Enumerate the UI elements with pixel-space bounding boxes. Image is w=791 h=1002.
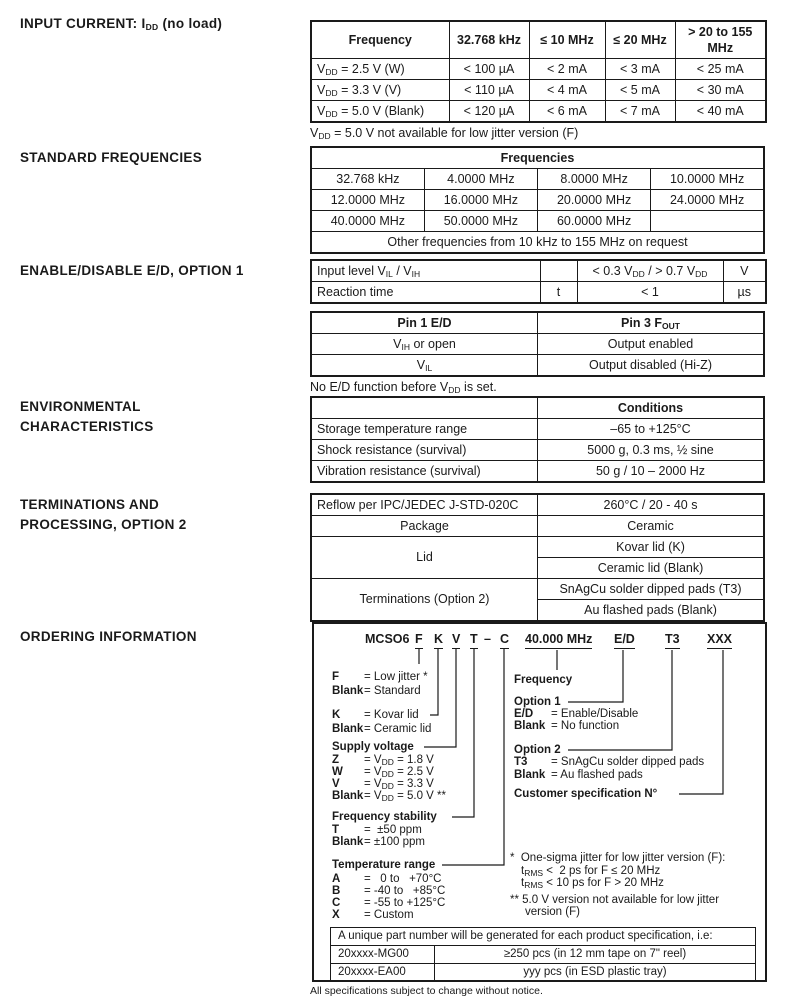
table-cell: 12.0000 MHz — [311, 190, 424, 211]
legend-option2-t3 — [514, 756, 704, 769]
heading-line: TERMINATIONS AND — [20, 497, 160, 512]
table-row — [311, 59, 766, 80]
legend-key: Z — [332, 754, 340, 766]
table-cell: < 4 mA — [529, 80, 605, 101]
table-cell: 10.0000 MHz — [651, 169, 764, 190]
footnote-jitter-line2: $t_{RMS} < 2$ ps for F ≤ 20 MHz — [521, 865, 661, 878]
terminations-table — [310, 493, 765, 622]
column-header: ≤ 10 MHz — [529, 21, 605, 59]
enable-disable-section — [310, 259, 765, 394]
standard-frequencies-section — [310, 146, 765, 254]
table-cell — [540, 260, 577, 282]
legend-value: = 0 to +70°C — [364, 873, 442, 885]
section-heading-standard-frequencies: STANDARD FREQUENCIES — [20, 150, 203, 165]
section-heading-ordering: ORDERING INFORMATION — [20, 629, 197, 644]
legend-value: = Enable/Disable — [551, 708, 639, 720]
table-row — [311, 101, 766, 123]
table-row — [331, 945, 756, 963]
heading-line: ENVIRONMENTAL — [20, 399, 141, 414]
column-header: ≤ 20 MHz — [605, 21, 675, 59]
table-cell: Vibration resistance (survival) — [311, 461, 538, 483]
table-cell: < 25 mA — [675, 59, 766, 80]
legend-key: F — [332, 671, 340, 683]
table-row — [311, 579, 764, 600]
environmental-table — [310, 396, 765, 483]
table-row — [311, 282, 766, 304]
heading-line: PROCESSING, OPTION 2 — [20, 517, 187, 532]
table-cell: < 120 µA — [449, 101, 529, 123]
table-cell: Ceramic lid (Blank) — [538, 558, 765, 579]
table-cell: 4.0000 MHz — [424, 169, 537, 190]
table-row — [311, 494, 764, 516]
table-cell: 60.0000 MHz — [538, 211, 651, 232]
page-footer: All specifications subject to change without notice. — [310, 985, 543, 997]
legend-title-frequency-stability: Frequency stability — [332, 811, 437, 823]
part-number-table — [330, 927, 756, 982]
standard-frequencies-table — [310, 146, 765, 254]
legend-key: Blank — [332, 790, 364, 802]
table-cell: $V_{IL}$ — [311, 355, 538, 377]
legend-value: = Standard — [364, 685, 421, 697]
legend-key: B — [332, 885, 341, 897]
table-cell — [651, 211, 764, 232]
table-cell: < 100 µA — [449, 59, 529, 80]
legend-value: = $V_{DD} = 2.5$ V — [364, 766, 434, 779]
part-code-stability: T — [470, 632, 478, 649]
table-cell: Package — [311, 516, 538, 537]
legend-key: Blank — [332, 723, 364, 735]
table-title: Frequencies — [311, 147, 764, 169]
legend-title-customer-specification: Customer specification N° — [514, 788, 658, 800]
legend-option2-blank — [514, 769, 643, 782]
input-current-section — [310, 20, 765, 140]
table-cell: 20.0000 MHz — [538, 190, 651, 211]
table-row — [311, 80, 766, 101]
table-cell: < 5 mA — [605, 80, 675, 101]
table-cell: 8.0000 MHz — [538, 169, 651, 190]
table-row — [311, 169, 764, 190]
legend-key: Blank — [514, 720, 546, 732]
legend-key: E/D — [514, 708, 534, 720]
enable-disable-spec-table — [310, 259, 767, 304]
table-cell: Shock resistance (survival) — [311, 440, 538, 461]
table-row — [311, 260, 766, 282]
table-cell: µs — [723, 282, 766, 304]
legend-option1-blank — [514, 720, 619, 733]
table-cell: 20xxxx-MG00 — [331, 945, 435, 963]
column-header: 32.768 kHz — [449, 21, 529, 59]
table-cell: 32.768 kHz — [311, 169, 424, 190]
enable-disable-note: No E/D function before $V_{DD}$ is set. — [310, 380, 497, 395]
table-cell: SnAgCu solder dipped pads (T3) — [538, 579, 765, 600]
table-row — [311, 355, 764, 377]
table-row — [331, 963, 756, 981]
table-cell: 16.0000 MHz — [424, 190, 537, 211]
table-cell: 50.0000 MHz — [424, 211, 537, 232]
table-row — [311, 461, 764, 483]
table-cell: 40.0000 MHz — [311, 211, 424, 232]
table-row — [311, 190, 764, 211]
terminations-section — [310, 493, 765, 622]
legend-jitter-blank — [332, 685, 421, 698]
table-cell: 50 g / 10 – 2000 Hz — [538, 461, 765, 483]
table-cell: < 30 mA — [675, 80, 766, 101]
table-cell: Ceramic — [538, 516, 765, 537]
table-cell: $V_{DD} = 5.0$ V (Blank) — [311, 101, 449, 123]
part-code-option2: T3 — [665, 632, 680, 649]
legend-key: Blank — [332, 836, 364, 848]
legend-value: = Kovar lid — [364, 709, 419, 721]
legend-value: = Low jitter * — [364, 671, 428, 683]
legend-key: Blank — [332, 685, 364, 697]
table-cell: < 1 — [577, 282, 723, 304]
table-cell: < 7 mA — [605, 101, 675, 123]
table-row — [311, 440, 764, 461]
legend-value: = Ceramic lid — [364, 723, 432, 735]
legend-title-supply-voltage: Supply voltage — [332, 741, 414, 753]
legend-key: Blank — [514, 769, 546, 781]
pin-function-table — [310, 311, 765, 377]
legend-temp-x — [332, 909, 414, 922]
legend-value: = Custom — [364, 909, 414, 921]
part-code-option1: E/D — [614, 632, 635, 649]
part-number-prefix: MCSO6 — [365, 632, 410, 646]
legend-key: V — [332, 778, 340, 790]
table-cell: Au flashed pads (Blank) — [538, 600, 765, 622]
input-current-note: $V_{DD} = 5.0$ V not available for low jitter version (F) — [310, 126, 579, 141]
part-code-customer: XXX — [707, 632, 732, 649]
legend-key: A — [332, 873, 341, 885]
section-heading-input-current: INPUT CURRENT: $I_{DD}$ (no load) — [20, 16, 223, 32]
legend-key: T — [332, 824, 340, 836]
table-row — [311, 537, 764, 558]
table-cell: t — [540, 282, 577, 304]
table-cell: Kovar lid (K) — [538, 537, 765, 558]
table-row — [311, 516, 764, 537]
table-row — [311, 211, 764, 232]
table-cell: Lid — [311, 537, 538, 579]
table-row — [311, 334, 764, 355]
legend-value: = Au flashed pads — [551, 769, 643, 781]
table-cell: $V_{DD} = 2.5$ V (W) — [311, 59, 449, 80]
table-cell: yyy pcs (in ESD plastic tray) — [435, 963, 756, 981]
legend-stability-blank — [332, 836, 425, 849]
column-header: > 20 to 155 MHz — [675, 21, 766, 59]
column-header: Pin 1 E/D — [311, 312, 538, 334]
legend-lid-blank — [332, 723, 431, 736]
legend-value: = ±100 ppm — [364, 836, 425, 848]
legend-value: = $V_{DD} = 3.3$ V — [364, 778, 434, 791]
table-cell: 20xxxx-EA00 — [331, 963, 435, 981]
table-cell — [311, 397, 538, 419]
column-header: Frequency — [311, 21, 449, 59]
table-cell: –65 to +125°C — [538, 419, 765, 440]
ordering-diagram — [312, 622, 767, 982]
legend-value: = ±50 ppm — [364, 824, 422, 836]
part-code-lid: K — [434, 632, 443, 649]
table-header-row: A unique part number will be generated for each product specification, i.e: — [331, 928, 756, 946]
legend-value: = -55 to +125°C — [364, 897, 446, 909]
table-cell: Output disabled (Hi-Z) — [538, 355, 765, 377]
legend-key: W — [332, 766, 343, 778]
table-cell: Reaction time — [311, 282, 540, 304]
part-code-jitter: F — [415, 632, 423, 649]
legend-title-temperature-range: Temperature range — [332, 859, 436, 871]
section-heading-terminations — [20, 495, 187, 535]
table-cell: < 40 mA — [675, 101, 766, 123]
footnote-jitter-line1: * One-sigma jitter for low jitter version (F): — [510, 852, 726, 864]
legend-value: = -40 to +85°C — [364, 885, 446, 897]
legend-value: = SnAgCu solder dipped pads — [551, 756, 705, 768]
table-cell: V — [723, 260, 766, 282]
legend-key: K — [332, 709, 341, 721]
heading-line: CHARACTERISTICS — [20, 419, 154, 434]
part-number-table-wrap — [330, 927, 755, 982]
column-header: Pin 3 $F_{OUT}$ — [538, 312, 765, 334]
part-code-voltage: V — [452, 632, 460, 649]
legend-title-option1: Option 1 — [514, 696, 561, 708]
footnote-jitter-line3: $t_{RMS} < 10$ ps for F > 20 MHz — [521, 877, 664, 890]
legend-title-option2: Option 2 — [514, 744, 561, 756]
table-cell: 260°C / 20 - 40 s — [538, 494, 765, 516]
table-cell: < 0.3 $V_{DD}$ / > 0.7 $V_{DD}$ — [577, 260, 723, 282]
table-cell: ≥250 pcs (in 12 mm tape on 7" reel) — [435, 945, 756, 963]
table-cell: Reflow per IPC/JEDEC J-STD-020C — [311, 494, 538, 516]
table-cell: $V_{IH}$ or open — [311, 334, 538, 355]
table-footer-row: Other frequencies from 10 kHz to 155 MHz on request — [311, 232, 764, 254]
table-cell: < 3 mA — [605, 59, 675, 80]
table-cell: Input level $V_{IL} / V_{IH}$ — [311, 260, 540, 282]
environmental-section — [310, 396, 765, 483]
table-row — [311, 419, 764, 440]
legend-title-frequency: Frequency — [514, 674, 573, 686]
table-cell: 24.0000 MHz — [651, 190, 764, 211]
column-header: Conditions — [538, 397, 765, 419]
legend-key: X — [332, 909, 340, 921]
table-cell: Terminations (Option 2) — [311, 579, 538, 622]
part-code-dash: – — [484, 632, 491, 646]
section-heading-environmental — [20, 397, 154, 437]
section-heading-enable-disable: ENABLE/DISABLE E/D, OPTION 1 — [20, 263, 244, 278]
legend-supply-blank — [332, 790, 446, 803]
legend-jitter-f — [332, 671, 428, 684]
part-code-frequency: 40.000 MHz — [525, 632, 592, 649]
footnote-5v-line1: ** 5.0 V version not available for low jitter — [510, 894, 720, 906]
table-cell: < 6 mA — [529, 101, 605, 123]
table-cell: Output enabled — [538, 334, 765, 355]
table-cell: $V_{DD} = 3.3$ V (V) — [311, 80, 449, 101]
table-cell: Storage temperature range — [311, 419, 538, 440]
table-cell: 5000 g, 0.3 ms, ½ sine — [538, 440, 765, 461]
footnote-5v-line2: version (F) — [525, 906, 580, 918]
table-cell: < 2 mA — [529, 59, 605, 80]
legend-value: = $V_{DD} = 5.0$ V ** — [364, 790, 446, 803]
table-cell: < 110 µA — [449, 80, 529, 101]
legend-key: T3 — [514, 756, 528, 768]
legend-value: = No function — [551, 720, 620, 732]
legend-key: C — [332, 897, 341, 909]
input-current-table — [310, 20, 767, 123]
legend-lid-k — [332, 709, 419, 722]
part-code-temperature: C — [500, 632, 509, 649]
legend-value: = $V_{DD} = 1.8$ V — [364, 754, 434, 767]
